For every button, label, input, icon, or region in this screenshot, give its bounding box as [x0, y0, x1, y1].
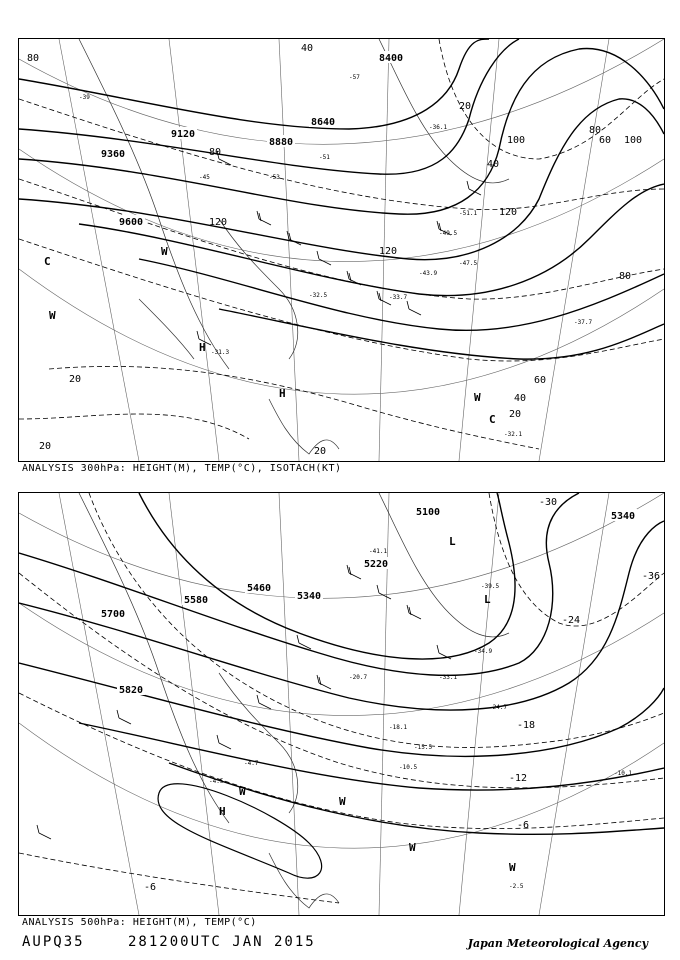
isotach-label: 60	[534, 375, 547, 386]
height-label: 5580	[184, 595, 209, 606]
isotach-label: 20	[39, 441, 52, 452]
obs-label: -39.5	[481, 583, 500, 590]
height-label: 9360	[101, 149, 126, 160]
height-label: 5820	[119, 685, 144, 696]
temp-label: -45	[199, 174, 210, 181]
temp-label: -36.1	[429, 124, 448, 131]
isotach-label: 80	[27, 53, 40, 64]
isotach-label: 40	[514, 393, 527, 404]
cold-center-marker: C	[489, 413, 496, 426]
height-label: 5220	[364, 559, 389, 570]
isotherm-label: -36	[642, 571, 661, 582]
warm-center-marker: W	[161, 245, 168, 258]
height-label: 8640	[311, 117, 336, 128]
obs-label: -18.1	[389, 724, 408, 731]
temp-label: -33.7	[389, 294, 408, 301]
height-contours	[19, 39, 664, 359]
height-label-group	[99, 505, 637, 696]
temp-label: -32.5	[309, 292, 328, 299]
isotach-label: 40	[301, 43, 314, 54]
isotach-label: 120	[379, 246, 398, 257]
low-center-marker: L	[484, 593, 491, 606]
isotach-label: 20	[69, 374, 82, 385]
height-label: 5700	[101, 609, 126, 620]
temp-label: -32.1	[504, 431, 523, 438]
valid-time: 281200UTC JAN 2015	[128, 934, 316, 950]
obs-label: -20.7	[349, 674, 368, 681]
cold-center-marker: C	[44, 255, 51, 268]
temp-label: -47.5	[459, 260, 478, 267]
height-label: 5100	[416, 507, 441, 518]
warm-center-marker: W	[509, 861, 516, 874]
isotach-label: 80	[619, 271, 632, 282]
isotach-label: 20	[314, 446, 327, 457]
isotach-label: 100	[507, 135, 526, 146]
coastline	[79, 39, 509, 454]
height-label: 8400	[379, 53, 404, 64]
warm-center-marker: W	[409, 841, 416, 854]
isotherm-label: -6	[144, 882, 157, 893]
chart-identifier: AUPQ35	[22, 934, 85, 950]
isotherms	[19, 493, 664, 903]
warm-center-marker: W	[474, 391, 481, 404]
temp-label: -49.5	[439, 230, 458, 237]
wind-barbs	[197, 151, 481, 345]
temp-label: -51.1	[459, 210, 478, 217]
obs-label: -41.1	[369, 548, 388, 555]
obs-label: -4.7	[244, 760, 259, 767]
caption-300hpa: ANALYSIS 300hPa: HEIGHT(M), TEMP(°C), ISOTACH(KT)	[22, 463, 342, 474]
temp-label: -43.9	[419, 270, 438, 277]
isotach-label: 120	[499, 207, 518, 218]
temp-label: -37.7	[574, 319, 593, 326]
height-label: 9120	[171, 129, 196, 140]
isotherm-label: -6	[517, 820, 530, 831]
obs-label: -2.5	[509, 883, 524, 890]
isotach-label: 80	[209, 147, 222, 158]
warm-center-marker: W	[239, 785, 246, 798]
obs-label: -10.1	[614, 770, 633, 777]
isotach-label: 80	[589, 125, 602, 136]
isotach-label: 20	[459, 101, 472, 112]
warm-center-marker: W	[49, 309, 56, 322]
obs-label: -15.5	[414, 744, 433, 751]
obs-label: -4.5	[209, 778, 224, 785]
height-label: 9600	[119, 217, 144, 228]
obs-label: -10.5	[399, 764, 418, 771]
isotherms	[19, 39, 664, 449]
isotherm-label: -12	[509, 773, 528, 784]
temp-label: -39	[79, 94, 90, 101]
isotach-label: 60	[599, 135, 612, 146]
coastline	[79, 493, 509, 908]
map-panel-500hpa	[18, 492, 665, 916]
map-panel-300hpa	[18, 38, 665, 462]
agency-name: Japan Meteorological Agency	[467, 937, 648, 950]
height-label: 5340	[611, 511, 636, 522]
height-label: 8880	[269, 137, 294, 148]
height-label: 5340	[297, 591, 322, 602]
obs-label: -34.9	[474, 648, 493, 655]
warm-center-marker: W	[339, 795, 346, 808]
obs-label: -33.1	[439, 674, 458, 681]
isotherm-label: -18	[517, 720, 536, 731]
height-label: 5460	[247, 583, 272, 594]
obs-label: -24.7	[489, 704, 508, 711]
isotach-label: 120	[209, 217, 228, 228]
temp-label: -57	[349, 74, 360, 81]
caption-500hpa: ANALYSIS 500hPa: HEIGHT(M), TEMP(°C)	[22, 917, 257, 928]
temp-label: -53	[269, 174, 280, 181]
temp-label: -51	[319, 154, 330, 161]
map-300hpa	[19, 39, 664, 461]
isotherm-label: -24	[562, 615, 581, 626]
isotach-label: 100	[624, 135, 643, 146]
graticule	[19, 493, 664, 915]
high-center-marker: H	[219, 805, 226, 818]
obs-label-group	[209, 548, 632, 890]
map-500hpa	[19, 493, 664, 915]
isotach-label: 20	[509, 409, 522, 420]
isotherm-label: -30	[539, 497, 558, 508]
low-center-marker: L	[449, 535, 456, 548]
isotach-label: 40	[487, 159, 500, 170]
high-center-marker: H	[279, 387, 286, 400]
high-center-marker: H	[199, 341, 206, 354]
temp-label: -31.3	[211, 349, 230, 356]
